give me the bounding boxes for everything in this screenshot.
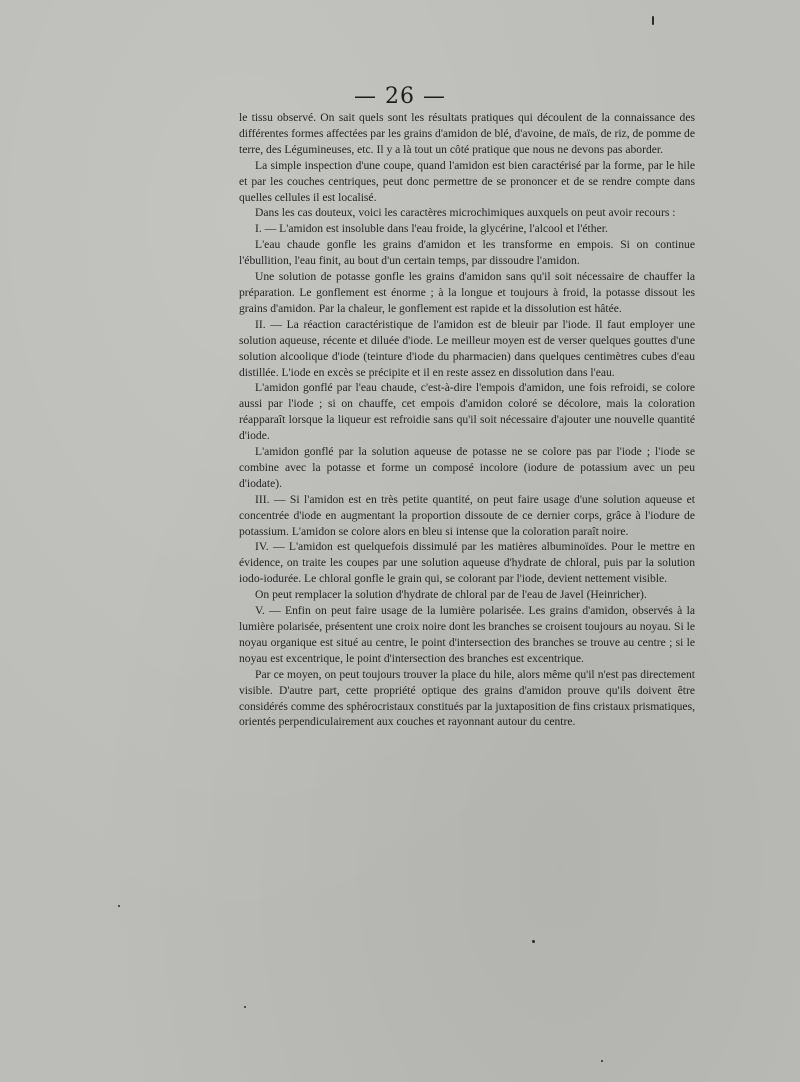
paragraph: V. — Enfin on peut faire usage de la lumière polarisée. Les grains d'amidon, observés à la lumière polarisée, présentent une croix noire dont les branches se croisent toujours au noyau. Si le noyau organique est situé au centre, le point d'intersection des branches se trouve au centre ; si le noyau est excentrique, le point d'intersection des branches est excentrique.	[239, 604, 695, 665]
page-number: — 26 —	[354, 84, 446, 109]
paragraph: II. — La réaction caractéristique de l'amidon est de bleuir par l'iode. Il faut employer une solution aqueuse, récente et diluée d'iode. Le meilleur moyen est de verser quelques gouttes d'une solution alcoolique d'iode (teinture d'iode du pharmacien) dans quelques centimètres cubes d'eau distillée. L'iode en excès se précipite et il en reste assez en dissolution dans l'eau.	[239, 317, 695, 379]
body-text	[239, 110, 695, 730]
speck	[601, 1060, 603, 1062]
paragraph: III. — Si l'amidon est en très petite quantité, on peut faire usage d'une solution aqueuse et concentrée d'iode en augmentant la proportion dissoute de ce dernier corps, grâce à l'iodure de potassium. L'amidon se colore alors en bleu si intense que la coloration paraît noire.	[239, 492, 695, 538]
paragraph: IV. — L'amidon est quelquefois dissimulé par les matières albuminoïdes. Pour le mettre en évidence, on traite les coupes par une solution aqueuse d'hydrate de chloral, puis par la solution iodo-iodurée. Le chloral gonfle le grain qui, se colorant par l'iode, devient nettement visible.	[239, 540, 695, 586]
paragraph: Une solution de potasse gonfle les grains d'amidon sans qu'il soit nécessaire de chauffer la préparation. Le gonflement est énorme ; à la longue et toujours à froid, la potasse dissout les grains d'amidon. Par la chaleur, le gonflement est rapide et la dissolution est hâtée.	[239, 270, 695, 315]
paragraph: I. — L'amidon est insoluble dans l'eau froide, la glycérine, l'alcool et l'éther.	[255, 222, 608, 236]
speck	[244, 1006, 246, 1008]
speck	[532, 940, 535, 943]
paragraph: La simple inspection d'une coupe, quand l'amidon est bien caractérisé par la forme, par le hile et par les couches centriques, peut donc permettre de se prononcer et de se rendre compte dans quelles cellules il est localisé.	[239, 158, 695, 204]
paragraph: On peut remplacer la solution d'hydrate de chloral par de l'eau de Javel (Heinricher).	[255, 588, 647, 602]
paragraph: L'amidon gonflé par la solution aqueuse de potasse ne se colore pas par l'iode ; l'iode se combine avec la potasse et forme un composé incolore (iodure de potassium avec un peu d'iodate).	[239, 445, 695, 490]
paragraph: Dans les cas douteux, voici les caractères microchimiques auxquels on peut avoir recours :	[255, 206, 676, 220]
speck	[118, 905, 120, 907]
paragraph: L'amidon gonflé par l'eau chaude, c'est-à-dire l'empois d'amidon, une fois refroidi, se colore aussi par l'iode ; si on chauffe, cet empois d'amidon coloré se décolore, mais la coloration réapparaît lorsque la liqueur est refroidie sans qu'il soit nécessaire d'ajouter une nouvelle quantité d'iode.	[239, 381, 695, 443]
paragraph: Par ce moyen, on peut toujours trouver la place du hile, alors même qu'il n'est pas directement visible. D'autre part, cette propriété optique des grains d'amidon prouve qu'ils doivent être considérés comme des sphérocristaux constitués par la juxtaposition de fins cristaux prismatiques, orientés perpendiculairement aux couches et rayonnant autour du centre.	[239, 667, 695, 729]
paragraph: le tissu observé. On sait quels sont les résultats pratiques qui découlent de la connaissance des différentes formes affectées par les grains d'amidon de blé, d'avoine, de maïs, de riz, de pomme de terre, des Légumineuses, etc. Il y a là tout un côté pratique que nous ne devons pas aborder.	[239, 111, 695, 156]
speck	[652, 16, 654, 25]
paragraph: L'eau chaude gonfle les grains d'amidon et les transforme en empois. Si on continue l'ébullition, l'eau finit, au bout d'un certain temps, par dissoudre l'amidon.	[239, 238, 695, 268]
